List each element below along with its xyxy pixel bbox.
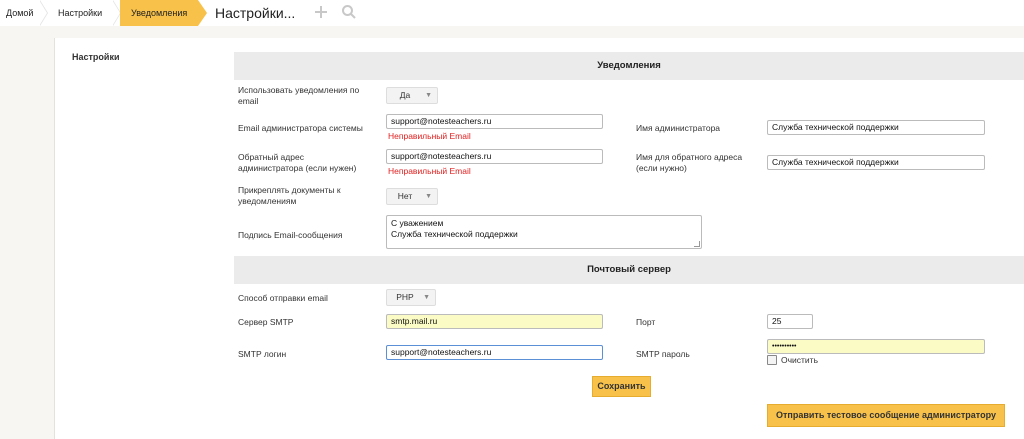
- smtp-password-field[interactable]: ••••••••••: [767, 339, 985, 354]
- admin-email-label: Email администратора системы: [238, 123, 363, 133]
- chevron-down-icon: ▼: [425, 92, 432, 99]
- use-email-label: Использовать уведомления по email: [238, 85, 360, 106]
- breadcrumb-separator: [39, 0, 47, 26]
- port-label: Порт: [636, 317, 656, 327]
- chevron-down-icon: ▼: [425, 193, 432, 200]
- signature-line: С уважением: [391, 218, 444, 228]
- admin-email-error: Неправильный Email: [388, 131, 471, 141]
- notifications-header: Уведомления: [234, 52, 1024, 80]
- signature-line: Служба технической поддержки: [391, 229, 518, 239]
- save-button[interactable]: Сохранить: [592, 376, 651, 397]
- reply-name-field[interactable]: Служба технической поддержки: [767, 155, 985, 170]
- attach-docs-select[interactable]: [386, 188, 438, 205]
- signature-textarea[interactable]: [386, 215, 702, 249]
- admin-email-field[interactable]: support@notesteachers.ru: [386, 114, 603, 129]
- plus-icon[interactable]: [313, 4, 329, 20]
- breadcrumb-settings[interactable]: Настройки: [58, 8, 103, 18]
- smtp-password-label: SMTP пароль: [636, 349, 690, 359]
- clear-password-label: Очистить: [781, 355, 819, 365]
- reply-email-field[interactable]: support@notesteachers.ru: [386, 149, 603, 164]
- smtp-login-label: SMTP логин: [238, 349, 287, 359]
- breadcrumb-active-tip: [198, 0, 207, 26]
- smtp-server-field[interactable]: smtp.mail.ru: [386, 314, 603, 329]
- send-test-message-button[interactable]: Отправить тестовое сообщение администратору: [767, 404, 1005, 427]
- search-icon[interactable]: [341, 4, 357, 20]
- reply-email-error: Неправильный Email: [388, 166, 471, 176]
- page-title: Настройки...: [215, 5, 296, 21]
- reply-name-label: Имя для обратного адреса (если нужно): [636, 152, 743, 173]
- send-method-select[interactable]: [386, 289, 436, 306]
- clear-password-checkbox[interactable]: [767, 355, 777, 365]
- resize-handle-icon[interactable]: [694, 241, 700, 247]
- use-email-value: Да: [399, 90, 411, 100]
- port-field[interactable]: 25: [767, 314, 813, 329]
- sidebar-title: Настройки: [72, 52, 120, 62]
- breadcrumb-notifications[interactable]: Уведомления: [131, 8, 188, 18]
- reply-email-label: Обратный адрес администратора (если нужен): [238, 152, 357, 173]
- use-email-select[interactable]: [386, 87, 438, 104]
- attach-docs-value: Нет: [397, 191, 413, 201]
- attach-docs-label: Прикреплять документы к уведомлениям: [238, 185, 341, 206]
- smtp-login-field[interactable]: support@notesteachers.ru: [386, 345, 603, 360]
- send-method-value: PHP: [396, 292, 414, 302]
- breadcrumb-separator: [112, 0, 120, 26]
- admin-name-label: Имя администратора: [636, 123, 721, 133]
- breadcrumb-home[interactable]: Домой: [6, 8, 34, 18]
- signature-label: Подпись Email-сообщения: [238, 230, 343, 240]
- admin-name-field[interactable]: Служба технической поддержки: [767, 120, 985, 135]
- send-method-label: Способ отправки email: [238, 293, 328, 303]
- top-bar: [0, 0, 1024, 26]
- smtp-server-label: Сервер SMTP: [238, 317, 294, 327]
- mail-server-header: Почтовый сервер: [234, 256, 1024, 284]
- chevron-down-icon: ▼: [423, 294, 430, 301]
